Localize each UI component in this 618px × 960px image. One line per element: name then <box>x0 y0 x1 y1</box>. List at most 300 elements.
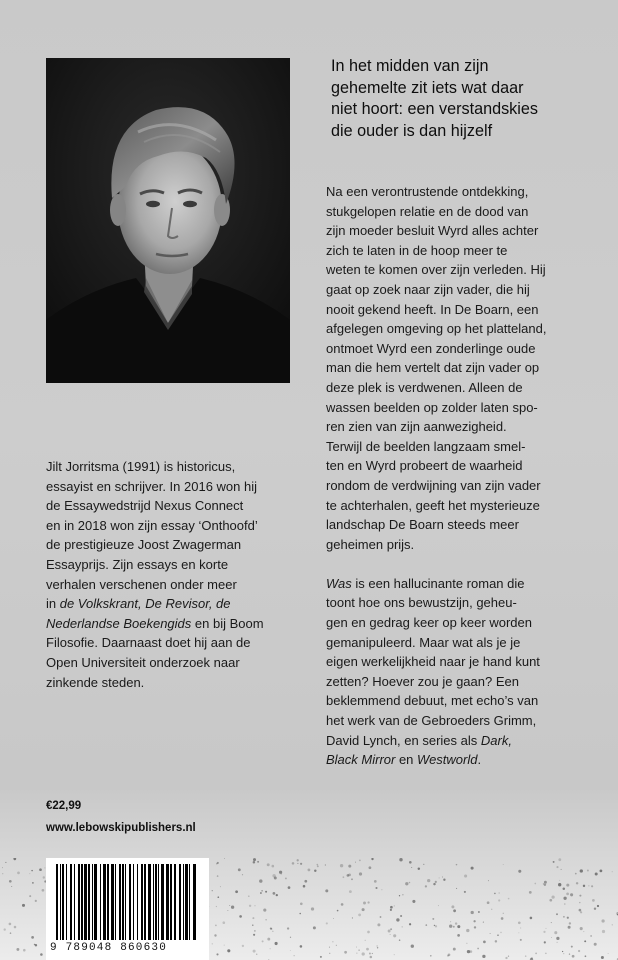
isbn-barcode <box>46 858 209 960</box>
snow-speck <box>336 945 337 946</box>
snow-speck <box>390 934 391 935</box>
snow-speck <box>553 861 555 863</box>
snow-speck <box>569 953 570 954</box>
blurb-line: gemanipuleerd. Maar wat als je je <box>326 634 521 650</box>
tagline-line: gehemelte zit iets wat daar <box>331 78 524 97</box>
bio-publications-italic: Nederlandse Boekengids <box>46 615 192 631</box>
snow-speck <box>317 865 319 867</box>
snow-speck <box>265 919 266 920</box>
snow-speck <box>563 953 564 954</box>
snow-speck <box>300 863 302 865</box>
barcode-bar <box>137 864 138 940</box>
snow-speck <box>343 876 345 878</box>
snow-speck <box>499 893 500 894</box>
blurb-line: gen en gedrag keer op keer worden <box>326 615 532 631</box>
snow-speck <box>216 906 217 907</box>
snow-speck <box>238 868 241 871</box>
blurb-line: afgelegen omgeving op het platteland, <box>326 321 547 337</box>
snow-speck <box>473 920 475 922</box>
snow-speck <box>467 950 470 953</box>
barcode-bar <box>107 864 109 940</box>
snow-speck <box>450 921 451 922</box>
snow-speck <box>453 926 455 928</box>
snow-speck <box>430 955 432 957</box>
snow-speck <box>394 954 395 955</box>
snow-speck <box>325 889 328 892</box>
snow-speck <box>494 893 496 895</box>
snow-speck <box>390 909 392 911</box>
snow-speck <box>381 889 382 890</box>
snow-speck <box>503 864 504 865</box>
snow-speck <box>601 919 604 922</box>
snow-speck <box>399 939 401 941</box>
snow-speck <box>449 925 452 928</box>
snow-speck <box>490 933 491 934</box>
snow-speck <box>508 898 510 900</box>
snow-speck <box>217 875 219 877</box>
author-bio <box>46 457 306 692</box>
snow-speck <box>42 889 45 892</box>
snow-speck <box>588 885 589 886</box>
snow-speck <box>23 949 26 952</box>
snow-speck <box>359 859 361 861</box>
snow-speck <box>288 886 291 889</box>
snow-speck <box>442 877 443 878</box>
snow-speck <box>5 862 6 863</box>
blurb-paragraph-2 <box>326 574 602 770</box>
snow-speck <box>380 916 382 918</box>
snow-speck <box>576 882 578 884</box>
snow-speck <box>583 931 584 932</box>
snow-speck <box>471 911 474 914</box>
snow-speck <box>22 904 25 907</box>
blurb-line: te achterhalen, geeft het mysterieuze <box>326 497 540 513</box>
snow-speck <box>255 905 256 906</box>
snow-speck <box>556 866 558 868</box>
book-tagline <box>331 56 601 142</box>
snow-speck <box>612 871 613 872</box>
snow-speck <box>423 864 424 865</box>
snow-speck <box>556 937 559 940</box>
snow-speck <box>39 868 42 871</box>
blurb-line: ren zien van zijn aanwezigheid. <box>326 419 507 435</box>
snow-speck <box>271 928 272 929</box>
blurb-line: toont hoe ons bewustzijn, geheu- <box>326 595 517 611</box>
snow-speck <box>399 858 402 861</box>
snow-speck <box>585 955 587 957</box>
snow-speck <box>248 895 250 897</box>
snow-speck <box>575 873 577 875</box>
snow-speck <box>329 947 330 948</box>
snow-speck <box>300 945 303 948</box>
snow-speck <box>253 934 255 936</box>
snow-speck <box>370 956 373 959</box>
blurb-line: stukgelopen relatie en de dood van <box>326 203 529 219</box>
snow-speck <box>549 899 552 902</box>
snow-speck <box>466 929 469 932</box>
snow-speck <box>253 950 256 953</box>
snow-speck <box>601 956 604 959</box>
snow-speck <box>267 863 270 866</box>
bio-line: Filosofie. Daarnaast doet hij aan de <box>46 635 251 651</box>
snow-speck <box>558 858 561 861</box>
snow-speck <box>544 941 546 943</box>
snow-speck <box>563 916 565 918</box>
snow-speck <box>402 894 403 895</box>
snow-speck <box>432 918 434 920</box>
snow-speck <box>580 911 582 913</box>
snow-speck <box>262 940 264 942</box>
snow-speck <box>566 884 569 887</box>
snow-speck <box>348 865 351 868</box>
snow-speck <box>552 896 555 899</box>
blurb-line: man die hem vertelt dat zijn vader op <box>326 360 540 376</box>
barcode-bar <box>144 864 146 940</box>
snow-speck <box>464 891 466 893</box>
snow-speck <box>503 913 504 914</box>
snow-speck <box>535 953 537 955</box>
snow-speck <box>270 948 271 949</box>
snow-speck <box>308 869 311 872</box>
snow-speck <box>483 941 486 944</box>
barcode-bar <box>153 864 154 940</box>
blurb-line: is een hallucinante roman die <box>351 575 525 591</box>
barcode-bar <box>74 864 75 940</box>
snow-speck <box>551 922 552 923</box>
snow-speck <box>471 867 474 870</box>
snow-speck <box>355 862 356 863</box>
blurb-line: gaat op zoek naar zijn vader, die hij <box>326 281 530 297</box>
snow-speck <box>394 905 395 906</box>
barcode-bar <box>70 864 72 940</box>
snow-speck <box>497 934 499 936</box>
blurb-line: zijn moeder besluit Wyrd alles achter <box>326 223 539 239</box>
snow-speck <box>365 940 366 941</box>
snow-speck <box>457 934 460 937</box>
snow-speck <box>375 887 377 889</box>
barcode-bar <box>155 864 157 940</box>
tagline-line: die ouder is dan hijzelf <box>331 121 493 140</box>
snow-speck <box>313 926 316 929</box>
snow-speck <box>448 953 451 956</box>
barcode-bar <box>88 864 90 940</box>
snow-speck <box>551 937 552 938</box>
snow-speck <box>29 873 30 874</box>
series-title-italic: Dark, <box>480 732 512 748</box>
snow-speck <box>498 899 500 901</box>
tagline-line: In het midden van zijn <box>331 57 489 75</box>
barcode-bar <box>183 864 184 940</box>
snow-speck <box>35 900 37 902</box>
snow-speck <box>409 923 411 925</box>
blurb-line: Na een verontrustende ontdekking, <box>326 184 529 199</box>
snow-speck <box>546 928 547 929</box>
snow-speck <box>300 902 303 905</box>
snow-speck <box>371 858 373 860</box>
snow-speck <box>314 869 316 871</box>
snow-speck <box>602 930 605 933</box>
snow-speck <box>501 917 504 920</box>
snow-speck <box>456 864 458 866</box>
snow-speck <box>579 902 580 903</box>
barcode-bar <box>161 864 164 940</box>
snow-speck <box>341 903 344 906</box>
blurb-line: deze plek is verdwenen. Alleen de <box>326 379 523 395</box>
snow-speck <box>399 895 400 896</box>
publisher-website-link[interactable]: www.lebowskipublishers.nl <box>46 822 196 834</box>
snow-speck <box>433 883 435 885</box>
snow-speck <box>267 938 270 941</box>
snow-speck <box>212 943 213 944</box>
bio-line: verhalen verschenen onder meer <box>46 576 237 592</box>
snow-speck <box>561 869 562 870</box>
blurb-line: ten en Wyrd probeert de waarheid <box>326 458 523 474</box>
series-title-italic: Westworld <box>417 752 478 768</box>
snow-speck <box>212 890 213 891</box>
snow-speck <box>590 935 591 936</box>
snow-speck <box>260 892 262 894</box>
snow-speck <box>562 951 563 952</box>
snow-speck <box>525 955 527 957</box>
snow-speck <box>534 883 536 885</box>
blurb-line: zich te laten in de hoop meer te <box>326 242 508 258</box>
snow-speck <box>587 870 589 872</box>
snow-speck <box>358 949 360 951</box>
snow-speck <box>455 922 457 924</box>
snow-speck <box>572 955 575 958</box>
snow-speck <box>434 925 435 926</box>
snow-speck <box>464 874 467 877</box>
snow-speck <box>29 895 31 897</box>
snow-speck <box>303 885 306 888</box>
snow-speck <box>352 917 353 918</box>
snow-speck <box>520 939 522 941</box>
snow-speck <box>311 907 314 910</box>
blurb-line: het werk van de Gebroeders Grimm, <box>326 713 537 729</box>
blurb-line: geheimen prijs. <box>326 536 415 552</box>
snow-speck <box>564 903 566 905</box>
blurb-line: rondom de verdwijning van zijn vader <box>326 477 541 493</box>
barcode-bar <box>81 864 83 940</box>
snow-speck <box>326 922 328 924</box>
snow-speck <box>377 923 380 926</box>
snow-speck <box>554 931 557 934</box>
snow-speck <box>263 909 266 912</box>
snow-speck <box>580 927 583 930</box>
barcode-bar <box>174 864 176 940</box>
snow-speck <box>349 890 352 893</box>
snow-speck <box>273 892 276 895</box>
snow-speck <box>261 890 263 892</box>
snow-speck <box>418 868 420 870</box>
snow-speck <box>529 891 532 894</box>
barcode-bar <box>56 864 58 940</box>
snow-speck <box>505 957 507 959</box>
snow-speck <box>488 880 489 881</box>
snow-speck <box>409 861 412 864</box>
snow-speck <box>544 881 547 884</box>
snow-speck <box>372 953 373 954</box>
author-photo <box>46 58 290 383</box>
snow-speck <box>2 873 3 874</box>
barcode-bar <box>158 864 159 940</box>
snow-speck <box>594 943 597 946</box>
snow-speck <box>229 905 230 906</box>
snow-speck <box>253 858 256 861</box>
author-portrait-image <box>46 58 290 383</box>
snow-speck <box>362 908 365 911</box>
snow-speck <box>290 950 291 951</box>
snow-speck <box>216 863 217 864</box>
snow-speck <box>344 951 347 954</box>
snow-speck <box>287 927 289 929</box>
snow-speck <box>584 940 586 942</box>
snow-speck <box>377 945 378 946</box>
snow-speck <box>482 955 485 958</box>
snow-speck <box>351 878 353 880</box>
barcode-bar <box>103 864 106 940</box>
snow-speck <box>579 895 581 897</box>
snow-speck <box>556 942 557 943</box>
snow-speck <box>337 910 339 912</box>
blurb-line: ontmoet Wyrd een zonderlinge oude <box>326 340 536 356</box>
snow-speck <box>216 953 218 955</box>
snow-speck <box>466 943 467 944</box>
snow-speck <box>443 879 445 881</box>
snow-speck <box>451 905 454 908</box>
price-label: €22,99 <box>46 800 82 812</box>
snow-speck <box>568 926 571 929</box>
snow-speck <box>31 936 34 939</box>
snow-speck <box>348 874 351 877</box>
snow-speck <box>563 897 566 900</box>
barcode-bar <box>119 864 121 940</box>
snow-speck <box>222 921 225 924</box>
snow-speck <box>520 928 521 929</box>
snow-speck <box>595 873 598 876</box>
book-title-italic: Was <box>326 575 352 591</box>
snow-speck <box>367 931 370 934</box>
snow-speck <box>477 948 479 950</box>
snow-speck <box>366 948 369 951</box>
snow-speck <box>563 887 566 890</box>
snow-speck <box>405 882 408 885</box>
blurb-line: beklemmend debuut, met echo’s van <box>326 693 539 709</box>
snow-speck <box>456 888 457 889</box>
snow-speck <box>285 877 287 879</box>
bio-line: de Essaywedstrijd Nexus Connect <box>46 498 244 514</box>
barcode-bar <box>148 864 151 940</box>
snow-speck <box>591 885 593 887</box>
snow-speck <box>272 874 275 877</box>
snow-speck <box>256 954 257 955</box>
snow-speck <box>14 926 17 929</box>
snow-speck <box>583 885 585 887</box>
snow-speck <box>508 956 509 957</box>
snow-speck <box>242 945 244 947</box>
snow-speck <box>356 953 357 954</box>
barcode-bar <box>133 864 134 940</box>
isbn-number: 9 789048 860630 <box>50 942 168 954</box>
snow-speck <box>487 901 490 904</box>
snow-speck <box>388 930 391 933</box>
snow-speck <box>224 945 225 946</box>
snow-speck <box>457 925 460 928</box>
blurb-line: landschap De Boarn steeds meer <box>326 517 519 533</box>
snow-speck <box>425 885 427 887</box>
blurb-line: nooit gekend heeft. In De Boarn, een <box>326 301 539 317</box>
snow-speck <box>332 941 333 942</box>
snow-speck <box>543 931 545 933</box>
barcode-bar <box>60 864 61 940</box>
snow-speck <box>359 872 362 875</box>
snow-speck <box>580 869 583 872</box>
snow-speck <box>531 957 533 959</box>
snow-speck <box>231 906 234 909</box>
snow-speck <box>265 891 267 893</box>
snow-speck <box>292 862 295 865</box>
snow-speck <box>43 876 45 878</box>
snow-speck <box>252 917 254 919</box>
bio-line: Jilt Jorritsma (1991) is historicus, <box>46 459 236 474</box>
blurb-line: weten te komen over zijn verleden. Hij <box>326 262 546 278</box>
snow-speck <box>545 953 546 954</box>
snow-speck <box>220 886 221 887</box>
snow-speck <box>9 923 12 926</box>
barcode-bar <box>179 864 181 940</box>
snow-speck <box>32 882 34 884</box>
snow-speck <box>578 950 580 952</box>
snow-speck <box>227 949 230 952</box>
snow-speck <box>612 924 613 925</box>
bio-line: zinkende steden. <box>46 674 145 690</box>
snow-speck <box>556 913 558 915</box>
snow-speck <box>275 942 278 945</box>
bio-line: en bij Boom <box>191 615 264 631</box>
snow-speck <box>227 910 228 911</box>
snow-speck <box>543 883 544 884</box>
snow-speck <box>363 902 366 905</box>
barcode-bar <box>189 864 190 940</box>
snow-speck <box>11 886 12 887</box>
snow-speck <box>558 883 561 886</box>
snow-speck <box>566 893 569 896</box>
snow-speck <box>4 928 6 930</box>
snow-speck <box>411 867 412 868</box>
barcode-bar <box>129 864 131 940</box>
blurb-line: . <box>477 752 482 768</box>
blurb-line: zetten? Hoever zou je gaan? Een <box>326 673 519 689</box>
bio-line: Open Universiteit onderzoek naar <box>46 654 240 670</box>
snow-speck <box>34 944 35 945</box>
snow-speck <box>519 933 520 934</box>
snow-speck <box>518 870 521 873</box>
snow-speck <box>214 934 216 936</box>
snow-speck <box>374 880 377 883</box>
snow-speck <box>393 934 396 937</box>
snow-speck <box>483 922 484 923</box>
snow-speck <box>272 865 275 868</box>
barcode-bar <box>115 864 116 940</box>
blurb-paragraph-1 <box>326 182 602 554</box>
barcode-bar <box>193 864 196 940</box>
bio-line: essayist en schrijver. In 2016 won hij <box>46 478 257 494</box>
barcode-bar <box>78 864 80 940</box>
barcode-bars <box>52 864 203 940</box>
blurb-line: David Lynch, en series als <box>326 732 481 748</box>
snow-speck <box>608 953 609 954</box>
snow-speck <box>299 913 301 915</box>
